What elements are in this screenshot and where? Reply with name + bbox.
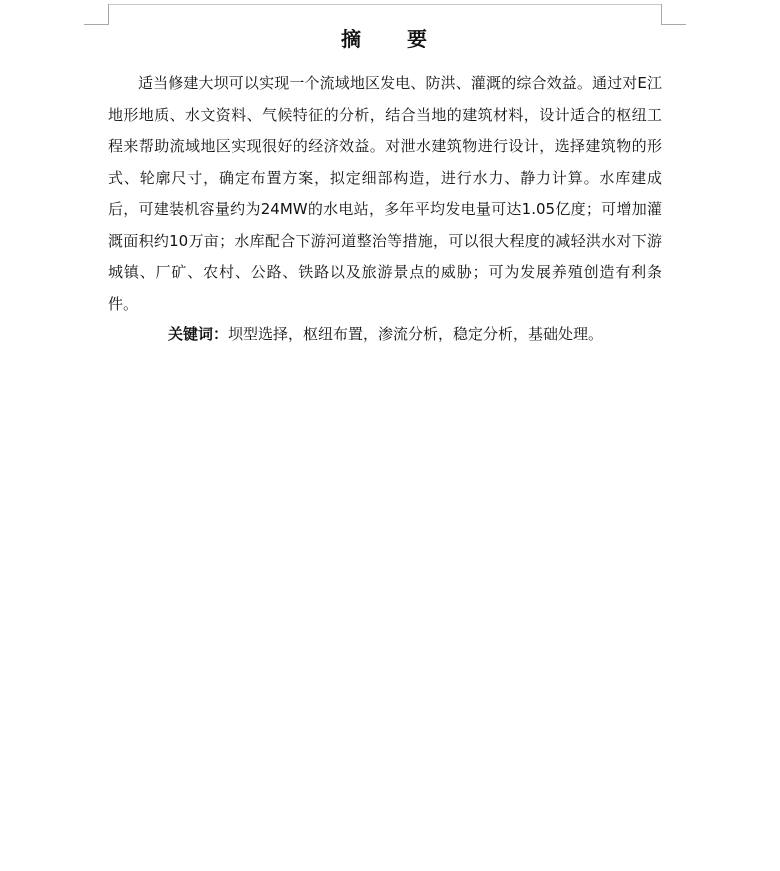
keywords-label: 关键词： (168, 325, 229, 343)
keywords-line (108, 319, 662, 351)
page-top-border (108, 4, 662, 5)
crop-mark-top-left-vertical (108, 4, 109, 25)
page-title (108, 24, 662, 54)
crop-mark-top-left-horizontal (84, 24, 108, 25)
abstract-paragraph: 适当修建大坝可以实现一个流域地区发电、防洪、灌溉的综合效益。通过对E江地形地质、水文资料、气候特征的分析，结合当地的建筑材料，设计适合的枢纽工程来帮助流域地区实现很好的经济效益。对泄水建筑物进行设计，选择建筑物的形式、轮廓尺寸，确定布置方案，拟定细部构造，进行水力、静力计算。水库建成后，可建装机容量约为24MW的水电站，多年平均发电量可达1.05亿度；可增加灌溉面积约10万亩；水库配合下游河道整治等措施，可以很大程度的减轻洪水对下游城镇、厂矿、农村、公路、铁路以及旅游景点的威胁；可为发展养殖创造有利条件。 (108, 74, 662, 313)
title-char-1: 摘 (341, 27, 363, 51)
keywords-text: 坝型选择，枢纽布置，渗流分析，稳定分析，基础处理。 (228, 325, 604, 343)
crop-mark-top-right-vertical (661, 4, 662, 25)
crop-mark-top-right-horizontal (662, 24, 686, 25)
title-char-2: 要 (407, 27, 429, 51)
